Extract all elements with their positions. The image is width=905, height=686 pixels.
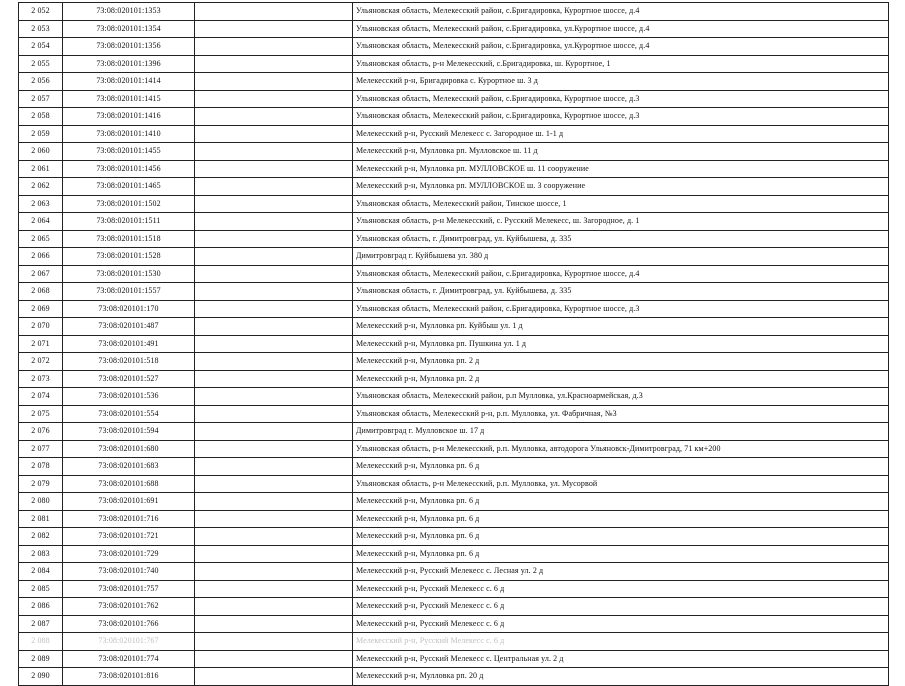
table-row	[19, 668, 889, 686]
empty-cell	[195, 300, 353, 318]
cadastral-number-cell: 73:08:020101:518	[63, 353, 195, 371]
table-row	[19, 283, 889, 301]
table-row	[19, 90, 889, 108]
table-row	[19, 510, 889, 528]
address-cell: Ульяновская область, Мелекесский район, с.Бригадировка, Курортное шоссе, д.4	[353, 3, 889, 21]
table-row	[19, 230, 889, 248]
row-number-cell: 2 090	[19, 668, 63, 686]
row-number-cell: 2 059	[19, 125, 63, 143]
table-row	[19, 598, 889, 616]
table-row	[19, 545, 889, 563]
row-number-cell: 2 088	[19, 633, 63, 651]
empty-cell	[195, 90, 353, 108]
cadastral-number-cell: 73:08:020101:1410	[63, 125, 195, 143]
address-cell: Мелекесский р-н, Мулловка рп. МУЛЛОВСКОЕ ш. 3 сооружение	[353, 178, 889, 196]
address-cell: Ульяновская область, Мелекесский район, с.Бригадировка, Курортное шоссе, д.4	[353, 265, 889, 283]
cadastral-number-cell: 73:08:020101:491	[63, 335, 195, 353]
empty-cell	[195, 20, 353, 38]
address-cell: Мелекесский р-н, Русский Мелекесс с. 6 д	[353, 580, 889, 598]
address-cell: Мелекесский р-н, Мулловка рп. 2 д	[353, 353, 889, 371]
table-row	[19, 248, 889, 266]
cadastral-number-cell: 73:08:020101:774	[63, 650, 195, 668]
empty-cell	[195, 248, 353, 266]
address-cell: Ульяновская область, Мелекесский район, с.Бригадировка, Курортное шоссе, д.3	[353, 108, 889, 126]
address-cell: Ульяновская область, Мелекесский район, с.Бригадировка, ул.Курортное шоссе, д.4	[353, 20, 889, 38]
row-number-cell: 2 053	[19, 20, 63, 38]
address-cell: Мелекесский р-н, Мулловка рп. 6 д	[353, 458, 889, 476]
table-row	[19, 20, 889, 38]
row-number-cell: 2 076	[19, 423, 63, 441]
row-number-cell: 2 079	[19, 475, 63, 493]
table-row	[19, 265, 889, 283]
address-cell: Ульяновская область, Мелекесский район, с.Бригадировка, Курортное шоссе, д.3	[353, 90, 889, 108]
empty-cell	[195, 510, 353, 528]
cadastral-number-cell: 73:08:020101:1502	[63, 195, 195, 213]
table-row	[19, 528, 889, 546]
empty-cell	[195, 213, 353, 231]
document-page	[18, 2, 888, 686]
empty-cell	[195, 615, 353, 633]
address-cell: Ульяновская область, р-н Мелекесский, с. Русский Мелекесс, ш. Загородное, д. 1	[353, 213, 889, 231]
cadastral-number-cell: 73:08:020101:766	[63, 615, 195, 633]
cadastral-number-cell: 73:08:020101:1356	[63, 38, 195, 56]
address-cell: Ульяновская область, Мелекесский район, Тинское шоссе, 1	[353, 195, 889, 213]
row-number-cell: 2 084	[19, 563, 63, 581]
empty-cell	[195, 283, 353, 301]
empty-cell	[195, 650, 353, 668]
cadastral-number-cell: 73:08:020101:740	[63, 563, 195, 581]
cadastral-number-cell: 73:08:020101:1465	[63, 178, 195, 196]
row-number-cell: 2 081	[19, 510, 63, 528]
empty-cell	[195, 3, 353, 21]
empty-cell	[195, 633, 353, 651]
address-cell: Ульяновская область, р-н Мелекесский, с.Бригадировка, ш. Курортное, 1	[353, 55, 889, 73]
row-number-cell: 2 067	[19, 265, 63, 283]
row-number-cell: 2 085	[19, 580, 63, 598]
row-number-cell: 2 087	[19, 615, 63, 633]
table-row	[19, 55, 889, 73]
address-cell: Мелекесский р-н, Русский Мелекесс с. 6 д	[353, 615, 889, 633]
address-cell: Мелекесский р-н, Русский Мелекесс с. Лесная ул. 2 д	[353, 563, 889, 581]
address-cell: Мелекесский р-н, Мулловка рп. 6 д	[353, 528, 889, 546]
cadastral-number-cell: 73:08:020101:767	[63, 633, 195, 651]
cadastral-number-cell: 73:08:020101:1396	[63, 55, 195, 73]
empty-cell	[195, 125, 353, 143]
row-number-cell: 2 054	[19, 38, 63, 56]
cadastral-number-cell: 73:08:020101:716	[63, 510, 195, 528]
row-number-cell: 2 070	[19, 318, 63, 336]
row-number-cell: 2 058	[19, 108, 63, 126]
address-cell: Мелекесский р-н, Мулловка рп. Пушкина ул. 1 д	[353, 335, 889, 353]
empty-cell	[195, 493, 353, 511]
empty-cell	[195, 405, 353, 423]
row-number-cell: 2 072	[19, 353, 63, 371]
row-number-cell: 2 065	[19, 230, 63, 248]
table-row	[19, 195, 889, 213]
table-row	[19, 335, 889, 353]
table-row	[19, 160, 889, 178]
row-number-cell: 2 089	[19, 650, 63, 668]
cadastral-number-cell: 73:08:020101:816	[63, 668, 195, 686]
row-number-cell: 2 063	[19, 195, 63, 213]
cadastral-number-cell: 73:08:020101:536	[63, 388, 195, 406]
address-cell: Мелекесский р-н, Мулловка рп. Мулловское ш. 11 д	[353, 143, 889, 161]
address-cell: Мелекесский р-н, Мулловка рп. 20 д	[353, 668, 889, 686]
empty-cell	[195, 423, 353, 441]
row-number-cell: 2 060	[19, 143, 63, 161]
cadastral-number-cell: 73:08:020101:594	[63, 423, 195, 441]
row-number-cell: 2 078	[19, 458, 63, 476]
empty-cell	[195, 563, 353, 581]
row-number-cell: 2 068	[19, 283, 63, 301]
registry-table-body	[19, 3, 889, 686]
row-number-cell: 2 061	[19, 160, 63, 178]
cadastral-number-cell: 73:08:020101:721	[63, 528, 195, 546]
row-number-cell: 2 083	[19, 545, 63, 563]
address-cell: Мелекесский р-н, Мулловка рп. 6 д	[353, 493, 889, 511]
empty-cell	[195, 353, 353, 371]
table-row	[19, 615, 889, 633]
cadastral-number-cell: 73:08:020101:527	[63, 370, 195, 388]
address-cell: Мелекесский р-н, Русский Мелекесс с. Центральная ул. 2 д	[353, 650, 889, 668]
table-row	[19, 458, 889, 476]
empty-cell	[195, 458, 353, 476]
table-row	[19, 650, 889, 668]
row-number-cell: 2 064	[19, 213, 63, 231]
address-cell: Мелекесский р-н, Русский Мелекесс с. Загородное ш. 1-1 д	[353, 125, 889, 143]
row-number-cell: 2 074	[19, 388, 63, 406]
cadastral-number-cell: 73:08:020101:762	[63, 598, 195, 616]
table-row	[19, 353, 889, 371]
row-number-cell: 2 066	[19, 248, 63, 266]
row-number-cell: 2 080	[19, 493, 63, 511]
address-cell: Ульяновская область, г. Димитровград, ул. Куйбышева, д. 335	[353, 230, 889, 248]
table-row	[19, 493, 889, 511]
cadastral-number-cell: 73:08:020101:1354	[63, 20, 195, 38]
empty-cell	[195, 440, 353, 458]
empty-cell	[195, 335, 353, 353]
address-cell: Мелекесский р-н, Мулловка рп. 6 д	[353, 545, 889, 563]
table-row	[19, 300, 889, 318]
address-cell: Мелекесский р-н, Мулловка рп. 6 д	[353, 510, 889, 528]
row-number-cell: 2 082	[19, 528, 63, 546]
row-number-cell: 2 056	[19, 73, 63, 91]
row-number-cell: 2 071	[19, 335, 63, 353]
cadastral-number-cell: 73:08:020101:729	[63, 545, 195, 563]
address-cell: Ульяновская область, р-н Мелекесский, р.п. Мулловка, автодорога Ульяновск-Димитровград, 71 км+200	[353, 440, 889, 458]
table-row	[19, 563, 889, 581]
empty-cell	[195, 160, 353, 178]
address-cell: Ульяновская область, Мелекесский район, р.п Мулловка, ул.Красноармейская, д.3	[353, 388, 889, 406]
empty-cell	[195, 475, 353, 493]
cadastral-number-cell: 73:08:020101:688	[63, 475, 195, 493]
cadastral-number-cell: 73:08:020101:1528	[63, 248, 195, 266]
cadastral-number-cell: 73:08:020101:1415	[63, 90, 195, 108]
empty-cell	[195, 388, 353, 406]
address-cell: Димитровград г. Куйбышева ул. 380 д	[353, 248, 889, 266]
empty-cell	[195, 108, 353, 126]
empty-cell	[195, 143, 353, 161]
address-cell: Ульяновская область, г. Димитровград, ул. Куйбышева, д. 335	[353, 283, 889, 301]
row-number-cell: 2 069	[19, 300, 63, 318]
address-cell: Мелекесский р-н, Бригадировка с. Курортное ш. 3 д	[353, 73, 889, 91]
table-row	[19, 633, 889, 651]
table-row	[19, 73, 889, 91]
cadastral-number-cell: 73:08:020101:554	[63, 405, 195, 423]
table-row	[19, 318, 889, 336]
cadastral-number-cell: 73:08:020101:1456	[63, 160, 195, 178]
empty-cell	[195, 318, 353, 336]
empty-cell	[195, 38, 353, 56]
empty-cell	[195, 598, 353, 616]
row-number-cell: 2 086	[19, 598, 63, 616]
address-cell: Ульяновская область, Мелекесский район, с.Бригадировка, Курортное шоссе, д.3	[353, 300, 889, 318]
registry-table	[18, 2, 889, 686]
empty-cell	[195, 580, 353, 598]
address-cell: Мелекесский р-н, Мулловка рп. 2 д	[353, 370, 889, 388]
cadastral-number-cell: 73:08:020101:1518	[63, 230, 195, 248]
empty-cell	[195, 73, 353, 91]
address-cell: Ульяновская область, Мелекесский р-н, р.п. Мулловка, ул. Фабричная, №3	[353, 405, 889, 423]
cadastral-number-cell: 73:08:020101:1557	[63, 283, 195, 301]
table-row	[19, 370, 889, 388]
empty-cell	[195, 370, 353, 388]
address-cell: Ульяновская область, Мелекесский район, с.Бригадировка, ул.Курортное шоссе, д.4	[353, 38, 889, 56]
table-row	[19, 423, 889, 441]
row-number-cell: 2 055	[19, 55, 63, 73]
cadastral-number-cell: 73:08:020101:757	[63, 580, 195, 598]
cadastral-number-cell: 73:08:020101:1414	[63, 73, 195, 91]
empty-cell	[195, 668, 353, 686]
address-cell: Ульяновская область, р-н Мелекесский, р.п. Мулловка, ул. Мусорвой	[353, 475, 889, 493]
address-cell: Димитровград г. Мулловское ш. 17 д	[353, 423, 889, 441]
row-number-cell: 2 077	[19, 440, 63, 458]
table-row	[19, 38, 889, 56]
cadastral-number-cell: 73:08:020101:1416	[63, 108, 195, 126]
empty-cell	[195, 55, 353, 73]
empty-cell	[195, 545, 353, 563]
empty-cell	[195, 265, 353, 283]
table-row	[19, 3, 889, 21]
cadastral-number-cell: 73:08:020101:1511	[63, 213, 195, 231]
cadastral-number-cell: 73:08:020101:691	[63, 493, 195, 511]
cadastral-number-cell: 73:08:020101:487	[63, 318, 195, 336]
empty-cell	[195, 195, 353, 213]
address-cell: Мелекесский р-н, Русский Мелекесс с. 6 д	[353, 633, 889, 651]
empty-cell	[195, 528, 353, 546]
table-row	[19, 580, 889, 598]
table-row	[19, 388, 889, 406]
table-row	[19, 125, 889, 143]
table-row	[19, 108, 889, 126]
address-cell: Мелекесский р-н, Мулловка рп. Куйбыш ул. 1 д	[353, 318, 889, 336]
cadastral-number-cell: 73:08:020101:1353	[63, 3, 195, 21]
row-number-cell: 2 057	[19, 90, 63, 108]
row-number-cell: 2 073	[19, 370, 63, 388]
row-number-cell: 2 062	[19, 178, 63, 196]
row-number-cell: 2 075	[19, 405, 63, 423]
table-row	[19, 405, 889, 423]
address-cell: Мелекесский р-н, Русский Мелекесс с. 6 д	[353, 598, 889, 616]
cadastral-number-cell: 73:08:020101:170	[63, 300, 195, 318]
table-row	[19, 440, 889, 458]
table-row	[19, 178, 889, 196]
cadastral-number-cell: 73:08:020101:1455	[63, 143, 195, 161]
empty-cell	[195, 178, 353, 196]
address-cell: Мелекесский р-н, Мулловка рп. МУЛЛОВСКОЕ ш. 11 сооружение	[353, 160, 889, 178]
table-row	[19, 143, 889, 161]
cadastral-number-cell: 73:08:020101:680	[63, 440, 195, 458]
row-number-cell: 2 052	[19, 3, 63, 21]
cadastral-number-cell: 73:08:020101:683	[63, 458, 195, 476]
empty-cell	[195, 230, 353, 248]
table-row	[19, 213, 889, 231]
cadastral-number-cell: 73:08:020101:1530	[63, 265, 195, 283]
table-row	[19, 475, 889, 493]
